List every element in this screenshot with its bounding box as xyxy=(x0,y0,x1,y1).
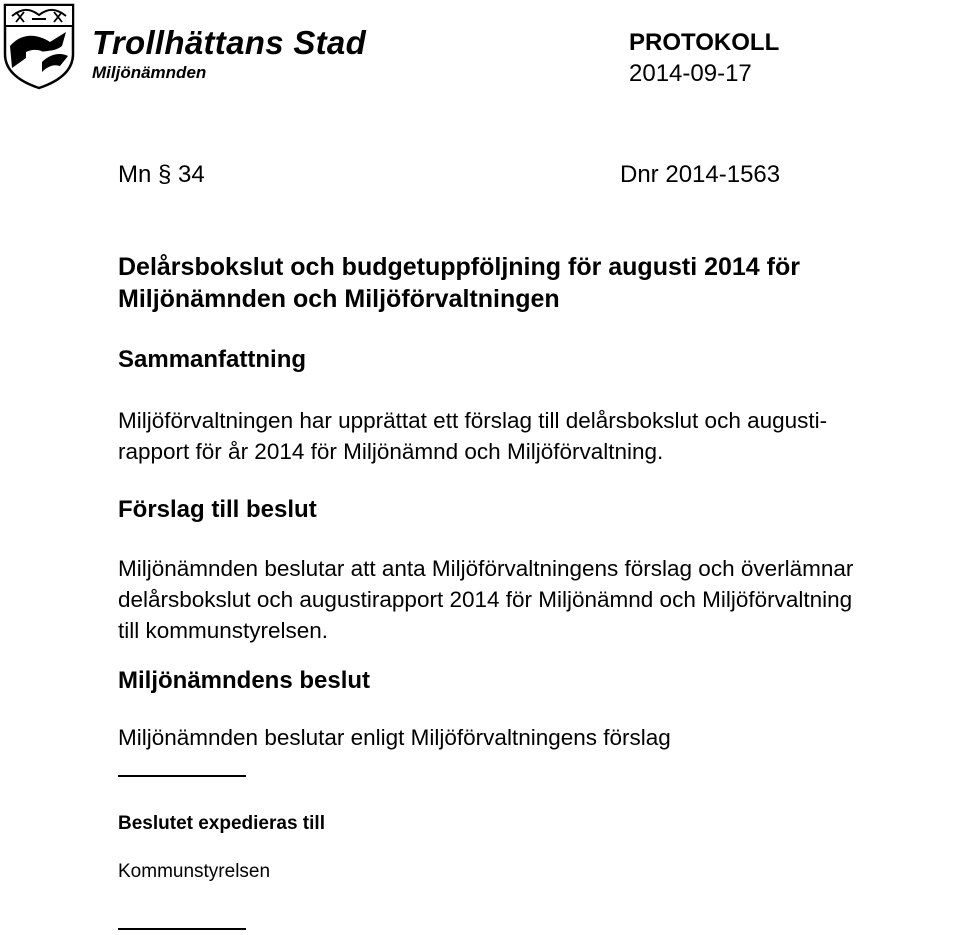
dispatch-recipient: Kommunstyrelsen xyxy=(118,861,271,882)
title-line: Miljönämnden och Miljöförvaltningen xyxy=(118,285,560,313)
paragraph-number: Mn § 34 xyxy=(118,161,205,188)
coat-of-arms-logo xyxy=(2,2,76,90)
proposal-line: Miljönämnden beslutar att anta Miljöförvaltningens förslag och överlämnar xyxy=(118,556,854,581)
signature-rule xyxy=(118,928,246,930)
summary-text xyxy=(118,405,827,467)
proposal-line: delårsbokslut och augustirapport 2014 för Miljönämnd och Miljöförvaltning xyxy=(118,587,853,612)
dispatch-heading: Beslutet expedieras till xyxy=(118,813,325,834)
document-title xyxy=(118,251,800,315)
summary-line: Miljöförvaltningen har upprättat ett förslag till delårsbokslut och augusti- xyxy=(118,408,828,433)
organization-unit: Miljönämnden xyxy=(92,63,207,82)
document-date: 2014-09-17 xyxy=(629,60,752,87)
proposal-line: till kommunstyrelsen. xyxy=(118,618,329,643)
decision-heading: Miljönämndens beslut xyxy=(118,667,371,694)
proposal-heading: Förslag till beslut xyxy=(118,496,317,523)
decision-text: Miljönämnden beslutar enligt Miljöförvaltningens förslag xyxy=(118,725,671,750)
proposal-text xyxy=(118,553,853,646)
case-number: Dnr 2014-1563 xyxy=(620,161,781,188)
signature-rule xyxy=(118,775,246,777)
title-line: Delårsbokslut och budgetuppföljning för augusti 2014 för xyxy=(118,253,800,281)
document-type: PROTOKOLL xyxy=(629,29,780,56)
summary-heading: Sammanfattning xyxy=(118,346,307,373)
summary-line: rapport för år 2014 för Miljönämnd och Miljöförvaltning. xyxy=(118,439,664,464)
organization-name: Trollhättans Stad xyxy=(92,24,367,61)
